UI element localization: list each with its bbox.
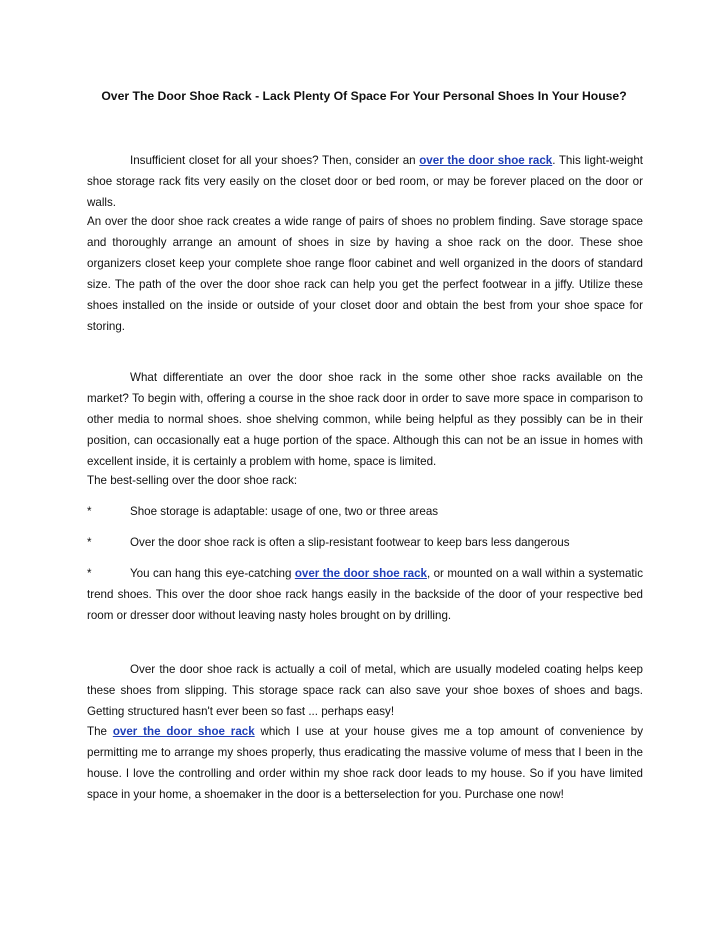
bullet-text-after: , or mounted on a wall within a systematic trend shoes. This over the door shoe rack hangs easily in the backside of the door of your respective bed room or dresser door without leaving nasty holes brought on by drilling. — [87, 567, 643, 622]
bullet-mark: * — [87, 567, 92, 580]
list-item — [87, 532, 643, 553]
intro-text-before: Insufficient closet for all your shoes? Then, consider an — [130, 154, 420, 167]
bullet-text — [87, 563, 643, 626]
bullet-mark: * — [87, 536, 92, 549]
paragraph-intro — [87, 150, 643, 213]
paragraph-benefits: An over the door shoe rack creates a wide range of pairs of shoes no problem finding. Save storage space and thoroughly arrange an amount of shoes in size by having a shoe rack on the door. These shoe organizers closet keep your complete shoe range floor cabinet and well organized in the doors of standard size. The path of the over the door shoe rack can help you get the perfect footwear in a jiffy. Utilize these shoes installed on the inside or outside of your closet door and obtain the best from your shoe space for storing. — [87, 215, 643, 333]
document-title: Over The Door Shoe Rack - Lack Plenty Of Space For Your Personal Shoes In Your House? — [101, 89, 627, 103]
bullet-mark: * — [87, 505, 92, 518]
shoe-rack-link[interactable]: over the door shoe rack — [294, 567, 427, 580]
intro-text-after: . This light-weight shoe storage rack fits very easily on the closet door or bed room, or may be forever placed on the door or walls. — [87, 154, 643, 209]
paragraph-differences: What differentiate an over the door shoe rack in the some other shoe racks available on the market? To begin with, offering a course in the shoe rack door in order to save more space in comparison to other media to normal shoes. shoe shelving common, while being helpful as they possibly can be in their position, can occasionally eat a huge portion of the space. Although this can not be an issue in homes with excellent inside, it is certainly a problem with home, space is limited. — [87, 371, 643, 468]
bullet-text: Over the door shoe rack is often a slip-resistant footwear to keep bars less dangerous — [130, 536, 570, 549]
conclusion-text-before: The — [87, 725, 113, 738]
bullet-text-before: You can hang this eye-catching — [130, 567, 295, 580]
bullet-text: Shoe storage is adaptable: usage of one, two or three areas — [130, 505, 439, 518]
paragraph-metal-coil: Over the door shoe rack is actually a coil of metal, which are usually modeled coating helps keep these shoes from slipping. This storage space rack can also save your shoe boxes of shoes and bags. Getting structured hasn't ever been so fast ... perhaps easy! — [87, 663, 643, 718]
list-item — [87, 501, 643, 522]
paragraph-best-selling: The best-selling over the door shoe rack: — [87, 474, 298, 487]
shoe-rack-link[interactable]: over the door shoe rack — [112, 725, 255, 738]
list-item — [87, 563, 643, 626]
paragraph-conclusion — [87, 721, 643, 805]
conclusion-text-after: which I use at your house gives me a top amount of convenience by permitting me to arrange my shoes properly, thus eradicating the massive volume of mess that I been in the house. I love the controlling and order within my shoe rack door leads to my house. So if you have limited space in your home, a shoemaker in the door is a betterselection for you. Purchase one now! — [87, 725, 644, 801]
shoe-rack-link[interactable]: over the door shoe rack — [419, 154, 553, 167]
